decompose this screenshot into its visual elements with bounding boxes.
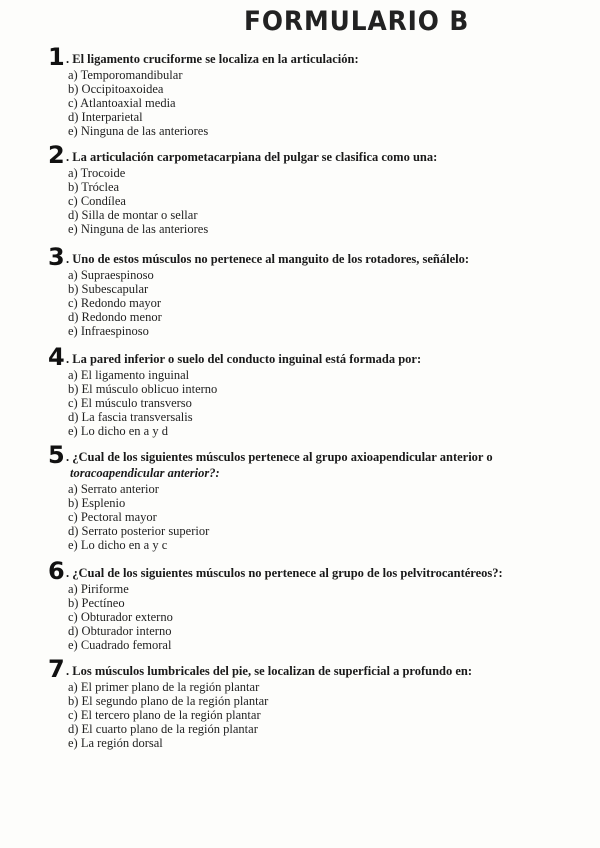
question-3 bbox=[0, 243, 600, 338]
question-text: . Los músculos lumbricales del pie, se localizan de superficial a profundo en: bbox=[66, 664, 473, 678]
answer-option: b) Pectíneo bbox=[68, 596, 125, 610]
answer-option: a) Supraespinoso bbox=[68, 268, 154, 282]
answer-option: d) Interparietal bbox=[68, 110, 143, 124]
answer-options bbox=[68, 166, 600, 236]
answer-option: b) El segundo plano de la región plantar bbox=[68, 694, 269, 708]
answer-option: c) Pectoral mayor bbox=[68, 510, 157, 524]
answer-option: c) Atlantoaxial media bbox=[68, 96, 176, 110]
answer-option: b) Esplenio bbox=[68, 496, 126, 510]
answer-option: c) Redondo mayor bbox=[68, 296, 162, 310]
question-4 bbox=[0, 343, 600, 438]
question-number: 5 bbox=[48, 441, 65, 469]
question-2 bbox=[0, 141, 600, 236]
answer-option: e) Lo dicho en a y c bbox=[68, 538, 168, 552]
answer-option: d) Obturador interno bbox=[68, 624, 172, 638]
answer-option: e) La región dorsal bbox=[68, 736, 163, 750]
question-number: 3 bbox=[48, 243, 65, 271]
page-title: FORMULARIO B bbox=[244, 6, 470, 37]
answer-option: d) Silla de montar o sellar bbox=[68, 208, 198, 222]
answer-option: e) Ninguna de las anteriores bbox=[68, 124, 209, 138]
question-header bbox=[0, 655, 600, 683]
question-text: . La pared inferior o suelo del conducto inguinal está formada por: bbox=[66, 352, 422, 366]
answer-option: a) El primer plano de la región plantar bbox=[68, 680, 260, 694]
answer-option: d) Serrato posterior superior bbox=[68, 524, 210, 538]
answer-option: c) El músculo transverso bbox=[68, 396, 192, 410]
question-header bbox=[0, 43, 600, 71]
question-header bbox=[0, 441, 600, 469]
answer-option: c) Condílea bbox=[68, 194, 126, 208]
question-number: 1 bbox=[48, 43, 65, 71]
answer-option: e) Cuadrado femoral bbox=[68, 638, 172, 652]
question-number: 4 bbox=[48, 343, 65, 371]
question-number: 6 bbox=[48, 557, 65, 585]
answer-options bbox=[68, 482, 600, 552]
answer-options bbox=[68, 268, 600, 338]
answer-option: b) El músculo oblicuo interno bbox=[68, 382, 218, 396]
question-6 bbox=[0, 557, 600, 652]
question-1 bbox=[0, 43, 600, 138]
question-number: 7 bbox=[48, 655, 65, 683]
answer-option: e) Lo dicho en a y d bbox=[68, 424, 168, 438]
answer-option: e) Infraespinoso bbox=[68, 324, 149, 338]
question-5 bbox=[0, 441, 600, 552]
question-header bbox=[0, 343, 600, 371]
answer-option: e) Ninguna de las anteriores bbox=[68, 222, 209, 236]
answer-options bbox=[68, 582, 600, 652]
question-number: 2 bbox=[48, 141, 65, 169]
answer-option: a) El ligamento inguinal bbox=[68, 368, 190, 382]
question-text-continued: toracoapendicular anterior?: bbox=[70, 466, 220, 480]
answer-option: b) Occipitoaxoidea bbox=[68, 82, 164, 96]
answer-option: c) Obturador externo bbox=[68, 610, 173, 624]
question-header bbox=[0, 141, 600, 169]
question-header bbox=[0, 243, 600, 271]
question-text: . ¿Cual de los siguientes músculos no pertenece al grupo de los pelvitrocantéreos?: bbox=[66, 566, 503, 580]
answer-option: a) Temporomandibular bbox=[68, 68, 183, 82]
answer-option: b) Tróclea bbox=[68, 180, 120, 194]
question-text: . El ligamento cruciforme se localiza en la articulación: bbox=[66, 52, 359, 66]
question-header bbox=[0, 557, 600, 585]
question-7 bbox=[0, 655, 600, 750]
answer-option: a) Serrato anterior bbox=[68, 482, 159, 496]
question-text: . ¿Cual de los siguientes músculos pertenece al grupo axioapendicular anterior o bbox=[66, 450, 493, 464]
answer-options bbox=[68, 368, 600, 438]
answer-option: a) Trocoide bbox=[68, 166, 126, 180]
answer-option: d) La fascia transversalis bbox=[68, 410, 193, 424]
question-text: . Uno de estos músculos no pertenece al manguito de los rotadores, señálelo: bbox=[66, 252, 469, 266]
answer-option: d) Redondo menor bbox=[68, 310, 162, 324]
question-text: . La articulación carpometacarpiana del pulgar se clasifica como una: bbox=[66, 150, 438, 164]
answer-options bbox=[68, 68, 600, 138]
answer-option: d) El cuarto plano de la región plantar bbox=[68, 722, 258, 736]
answer-option: b) Subescapular bbox=[68, 282, 149, 296]
answer-option: a) Piriforme bbox=[68, 582, 129, 596]
answer-option: c) El tercero plano de la región plantar bbox=[68, 708, 261, 722]
answer-options bbox=[68, 680, 600, 750]
